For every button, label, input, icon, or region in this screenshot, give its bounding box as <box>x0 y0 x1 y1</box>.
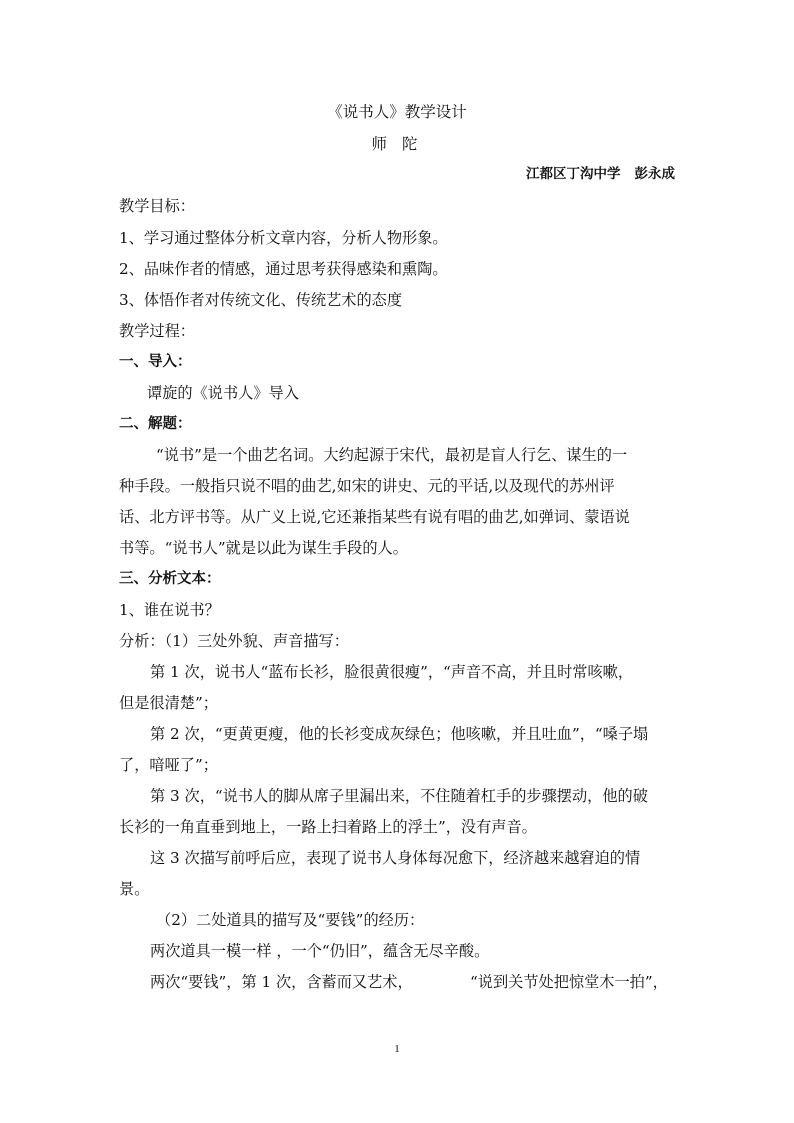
author-school: 江都区丁沟中学 <box>526 166 621 182</box>
time-3-line-2: 长衫的一角直垂到地上，一路上扫着路上的浮土”，没有声音。 <box>119 818 537 836</box>
author-line <box>526 164 675 184</box>
page-number: 1 <box>394 1043 400 1055</box>
goal-3: 3、体悟作者对传统文化、传统艺术的态度 <box>119 291 403 309</box>
analysis-1: 分析：（1）三处外貌、声音描写： <box>119 632 349 650</box>
section-2-heading: 二、解题： <box>119 416 192 432</box>
goal-2: 2、品味作者的情感，通过思考获得感染和熏陶。 <box>119 260 448 278</box>
money-line-a: 两次“要钱”，第 1 次，含蓄而又艺术， <box>150 973 413 991</box>
props-line: 两次道具一模一样 ，一个“仍旧”，蕴含无尽辛酸。 <box>150 942 490 960</box>
goal-1: 1、学习通过整体分析文章内容，分析人物形象。 <box>119 229 448 247</box>
time-3-line-1: 第 3 次，“说书人的脚从席子里漏出来，不住随着杠手的步骤摆动，他的破 <box>150 787 648 805</box>
section-2-line-2: 种手段。一般指只说不唱的曲艺,如宋的讲史、元的平话,以及现代的苏州评 <box>119 477 615 495</box>
section-3-heading: 三、分析文本： <box>119 571 221 587</box>
analysis-2: （2）二处道具的描写及“要钱”的经历： <box>156 911 425 929</box>
process-heading: 教学过程： <box>119 322 195 340</box>
time-2-line-2: 了，喑哑了”； <box>119 756 218 774</box>
author-name: 彭永成 <box>634 166 675 182</box>
time-1-line-2: 但是很清楚”； <box>119 694 218 712</box>
document-subtitle: 师 陀 <box>371 135 423 153</box>
time-2-line-1: 第 2 次，“更黄更瘦，他的长衫变成灰绿色；他咳嗽，并且吐血”，“嗓子塌 <box>150 725 649 743</box>
money-line-b: “说到关节处把惊堂木一拍”， <box>470 973 668 991</box>
summary-line-1: 这 3 次描写前呼后应，表现了说书人身体每况愈下，经济越来越窘迫的情 <box>150 849 641 867</box>
section-2-line-3: 话、北方评书等。从广义上说,它还兼指某些有说有唱的曲艺,如弹词、蒙语说 <box>119 508 630 526</box>
time-1-line-1: 第 1 次，说书人“蓝布长衫，脸很黄很瘦”，“声音不高，并且时常咳嗽， <box>150 663 634 681</box>
section-1-text: 谭旋的《说书人》导入 <box>147 384 299 402</box>
section-2-line-4: 书等。“说书人”就是以此为谋生手段的人。 <box>119 539 408 557</box>
goals-heading: 教学目标： <box>119 197 195 215</box>
question-1: 1、谁在说书？ <box>119 601 220 619</box>
document-title: 《说书人》教学设计 <box>327 103 467 121</box>
section-2-line-1: “说书”是一个曲艺名词。大约起源于宋代，最初是盲人行乞、谋生的一 <box>156 446 628 464</box>
summary-line-2: 景。 <box>119 880 150 898</box>
section-1-heading: 一、导入： <box>119 354 192 370</box>
